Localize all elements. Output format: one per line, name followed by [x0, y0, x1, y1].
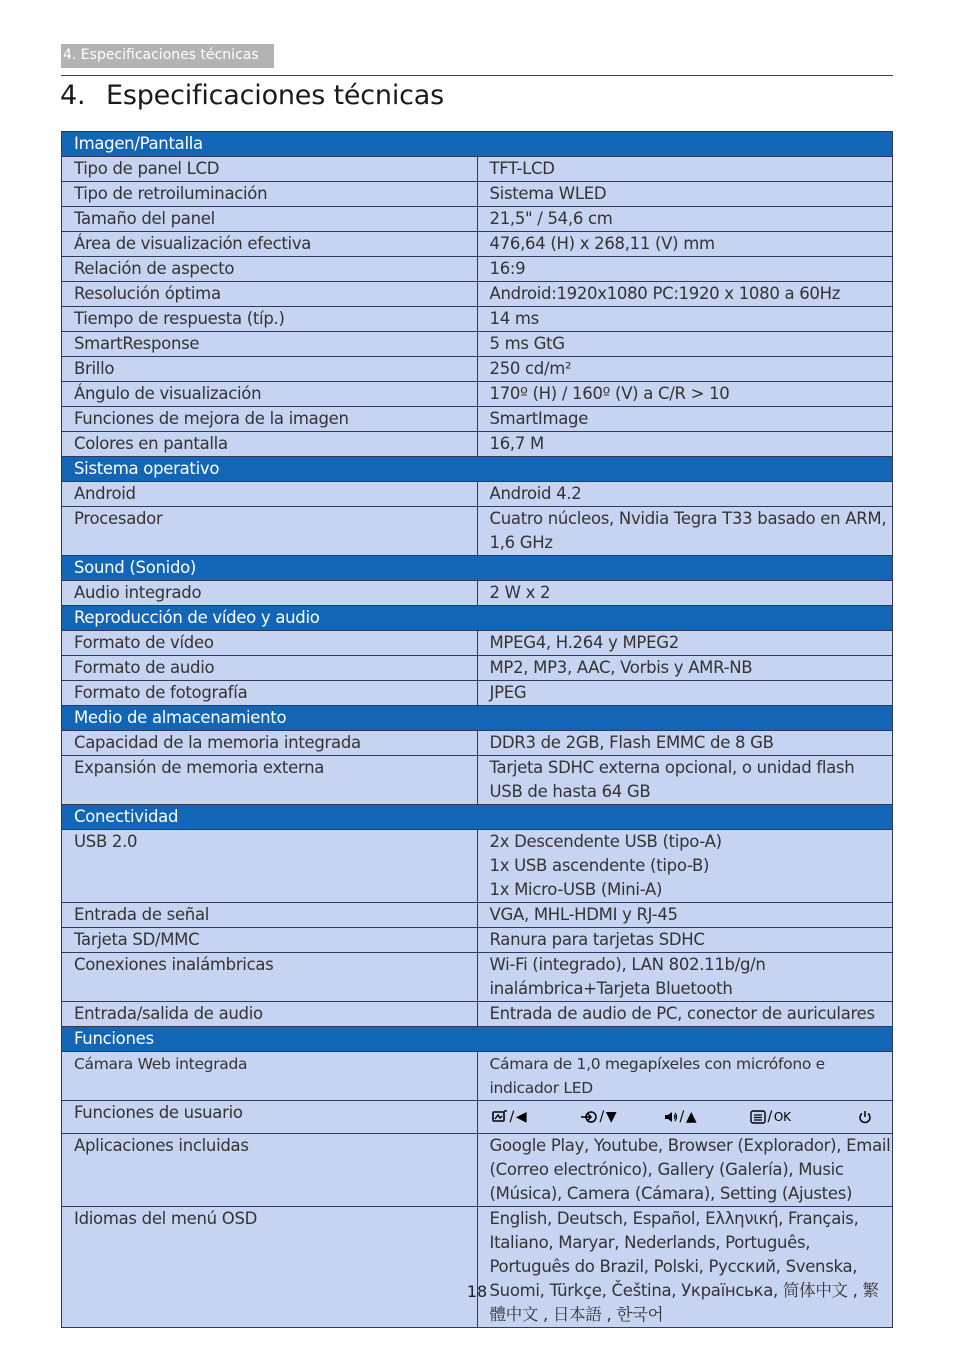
input-icon	[580, 1110, 598, 1124]
spec-value	[477, 631, 893, 656]
spec-label: Formato de vídeo	[62, 631, 478, 656]
user-function-icons	[490, 1101, 893, 1133]
page-number: 18	[466, 1282, 488, 1301]
spec-value-line: Cámara de 1,0 megapíxeles con micrófono e indicador LED	[489, 1055, 825, 1097]
spec-value	[477, 1134, 893, 1207]
spec-value	[477, 432, 893, 457]
spec-row	[62, 903, 893, 928]
spec-label: Capacidad de la memoria integrada	[62, 731, 478, 756]
spec-value	[477, 482, 893, 507]
spec-value	[477, 507, 893, 556]
spec-row	[62, 232, 893, 257]
spec-row	[62, 182, 893, 207]
spec-value	[477, 332, 893, 357]
spec-row	[62, 1134, 893, 1207]
header-rule	[61, 75, 893, 76]
spec-value	[477, 928, 893, 953]
spec-row	[62, 756, 893, 805]
spec-row	[62, 631, 893, 656]
spec-value-line: Android:1920x1080 PC:1920 x 1080 a 60Hz	[489, 284, 841, 303]
section-header-row	[62, 706, 893, 731]
section-tab-label: 4. Especificaciones técnicas	[61, 44, 274, 68]
slash-separator: /	[509, 1109, 514, 1125]
spec-row	[62, 1052, 893, 1101]
spec-value-line: Ranura para tarjetas SDHC	[489, 930, 705, 949]
spec-value	[477, 1052, 893, 1101]
spec-value-line: Cuatro núcleos, Nvidia Tegra T33 basado en ARM, 1,6 GHz	[489, 509, 887, 552]
spec-label: Tamaño del panel	[62, 207, 478, 232]
spec-value-line: 2x Descendente USB (tipo-A)	[489, 832, 722, 851]
spec-label: Procesador	[62, 507, 478, 556]
section-header-row	[62, 1027, 893, 1052]
spec-label: Entrada/salida de audio	[62, 1002, 478, 1027]
function-button-group	[580, 1105, 664, 1129]
spec-value	[477, 257, 893, 282]
spec-label: Tipo de panel LCD	[62, 157, 478, 182]
spec-value-line: 1x Micro-USB (Mini-A)	[489, 880, 663, 899]
section-header-row	[62, 556, 893, 581]
spec-value-line: 16:9	[489, 259, 526, 278]
down-arrow-icon: ▼	[605, 1109, 617, 1125]
function-button-group	[858, 1110, 888, 1124]
spec-label: Formato de audio	[62, 656, 478, 681]
smartimage-icon	[492, 1110, 508, 1124]
section-title: Medio de almacenamiento	[62, 706, 893, 731]
spec-label: Relación de aspecto	[62, 257, 478, 282]
spec-label: Formato de fotografía	[62, 681, 478, 706]
left-arrow-icon: ◀	[515, 1109, 527, 1125]
spec-value	[477, 407, 893, 432]
spec-value-line: Entrada de audio de PC, conector de auriculares	[489, 1004, 875, 1023]
specifications-body	[62, 132, 893, 1328]
section-title: Imagen/Pantalla	[62, 132, 893, 157]
spec-row	[62, 830, 893, 903]
spec-value	[477, 903, 893, 928]
spec-value-line: Tarjeta SDHC externa opcional, o unidad flash USB de hasta 64 GB	[489, 758, 855, 801]
spec-value-line: Sistema WLED	[489, 184, 607, 203]
spec-value	[477, 207, 893, 232]
spec-row	[62, 332, 893, 357]
spec-value-line: 21,5" / 54,6 cm	[489, 209, 613, 228]
section-title: Reproducción de vídeo y audio	[62, 606, 893, 631]
spec-row	[62, 1002, 893, 1027]
section-header-row	[62, 606, 893, 631]
spec-row	[62, 307, 893, 332]
spec-label: Área de visualización efectiva	[62, 232, 478, 257]
spec-row	[62, 482, 893, 507]
spec-label: Tiempo de respuesta (típ.)	[62, 307, 478, 332]
spec-value-line: 1x USB ascendente (tipo-B)	[489, 856, 710, 875]
spec-row	[62, 282, 893, 307]
volume-icon	[664, 1110, 678, 1124]
spec-value-line: Android 4.2	[489, 484, 582, 503]
spec-label: Funciones de mejora de la imagen	[62, 407, 478, 432]
spec-label: Cámara Web integrada	[62, 1052, 478, 1101]
spec-label: Funciones de usuario	[62, 1101, 478, 1134]
page-title	[60, 80, 444, 111]
spec-label: USB 2.0	[62, 830, 478, 903]
spec-value-line: 170º (H) / 160º (V) a C/R > 10	[489, 384, 730, 403]
spec-value	[477, 581, 893, 606]
spec-label: Tipo de retroiluminación	[62, 182, 478, 207]
section-header-row	[62, 805, 893, 830]
spec-label: Audio integrado	[62, 581, 478, 606]
spec-label: Expansión de memoria externa	[62, 756, 478, 805]
spec-value-line: English, Deutsch, Español, Ελληνική, Français, Italiano, Maryar, Nederlands, Português, Português do Brazil, Polski, Русский, Svenska, Suomi, Türkçe, Čeština, Українська, 简体中文 , 繁體中文 , 日本語 , 한국어	[489, 1209, 879, 1324]
spec-label: Tarjeta SD/MMC	[62, 928, 478, 953]
section-header-row	[62, 457, 893, 482]
spec-value-line: SmartImage	[489, 409, 589, 428]
spec-row	[62, 407, 893, 432]
spec-value-line: MPEG4, H.264 y MPEG2	[489, 633, 679, 652]
spec-row	[62, 731, 893, 756]
spec-row	[62, 382, 893, 407]
spec-row	[62, 257, 893, 282]
spec-value	[477, 731, 893, 756]
spec-value	[477, 1101, 893, 1134]
spec-row	[62, 157, 893, 182]
spec-value-line: 14 ms	[489, 309, 539, 328]
spec-row	[62, 1101, 893, 1134]
spec-row	[62, 656, 893, 681]
spec-label: Ángulo de visualización	[62, 382, 478, 407]
spec-row	[62, 357, 893, 382]
spec-row	[62, 432, 893, 457]
function-button-group	[492, 1105, 580, 1129]
spec-value	[477, 1207, 893, 1328]
spec-row	[62, 1207, 893, 1328]
slash-separator: /	[767, 1109, 772, 1125]
spec-row	[62, 953, 893, 1002]
spec-value-line: 5 ms GtG	[489, 334, 565, 353]
section-header-row	[62, 132, 893, 157]
slash-separator: /	[599, 1109, 604, 1125]
function-button-group	[750, 1105, 858, 1129]
spec-label: SmartResponse	[62, 332, 478, 357]
spec-value	[477, 756, 893, 805]
spec-value-line: VGA, MHL-HDMI y RJ-45	[489, 905, 678, 924]
section-title: Sound (Sonido)	[62, 556, 893, 581]
spec-label: Idiomas del menú OSD	[62, 1207, 478, 1328]
spec-value-line: 476,64 (H) x 268,11 (V) mm	[489, 234, 715, 253]
spec-value	[477, 357, 893, 382]
spec-value-line: MP2, MP3, AAC, Vorbis y AMR-NB	[489, 658, 753, 677]
spec-value	[477, 282, 893, 307]
function-button-group	[664, 1105, 750, 1129]
spec-value-line: 2 W x 2	[489, 583, 551, 602]
spec-value-line: JPEG	[489, 683, 527, 702]
spec-value-line: 250 cd/m²	[489, 359, 572, 378]
spec-value-line: 16,7 M	[489, 434, 544, 453]
spec-value	[477, 157, 893, 182]
spec-value	[477, 232, 893, 257]
menu-icon	[750, 1110, 766, 1124]
spec-label: Brillo	[62, 357, 478, 382]
spec-value-line: Wi-Fi (integrado), LAN 802.11b/g/n inalámbrica+Tarjeta Bluetooth	[489, 955, 766, 998]
spec-value	[477, 182, 893, 207]
spec-value-line: TFT-LCD	[489, 159, 555, 178]
spec-value	[477, 830, 893, 903]
spec-value	[477, 307, 893, 332]
spec-value	[477, 656, 893, 681]
spec-value	[477, 1002, 893, 1027]
title-text: Especificaciones técnicas	[106, 80, 444, 111]
spec-row	[62, 207, 893, 232]
slash-separator: /	[679, 1109, 684, 1125]
spec-row	[62, 681, 893, 706]
specifications-table	[61, 131, 893, 1328]
spec-value-line: Google Play, Youtube, Browser (Explorador), Email (Correo electrónico), Gallery (Galería), Music (Música), Camera (Cámara), Setting (Ajustes)	[489, 1136, 891, 1203]
spec-row	[62, 507, 893, 556]
spec-label: Conexiones inalámbricas	[62, 953, 478, 1002]
power-icon	[858, 1110, 872, 1124]
spec-value	[477, 382, 893, 407]
spec-label: Colores en pantalla	[62, 432, 478, 457]
spec-label: Aplicaciones incluidas	[62, 1134, 478, 1207]
spec-row	[62, 581, 893, 606]
up-arrow-icon: ▲	[685, 1109, 697, 1125]
section-title: Sistema operativo	[62, 457, 893, 482]
spec-label: Android	[62, 482, 478, 507]
spec-value	[477, 953, 893, 1002]
ok-label: OK	[773, 1110, 791, 1124]
section-title: Conectividad	[62, 805, 893, 830]
spec-value	[477, 681, 893, 706]
title-number: 4.	[60, 80, 86, 111]
spec-value-line: DDR3 de 2GB, Flash EMMC de 8 GB	[489, 733, 774, 752]
spec-row	[62, 928, 893, 953]
spec-label: Entrada de señal	[62, 903, 478, 928]
spec-label: Resolución óptima	[62, 282, 478, 307]
section-title: Funciones	[62, 1027, 893, 1052]
